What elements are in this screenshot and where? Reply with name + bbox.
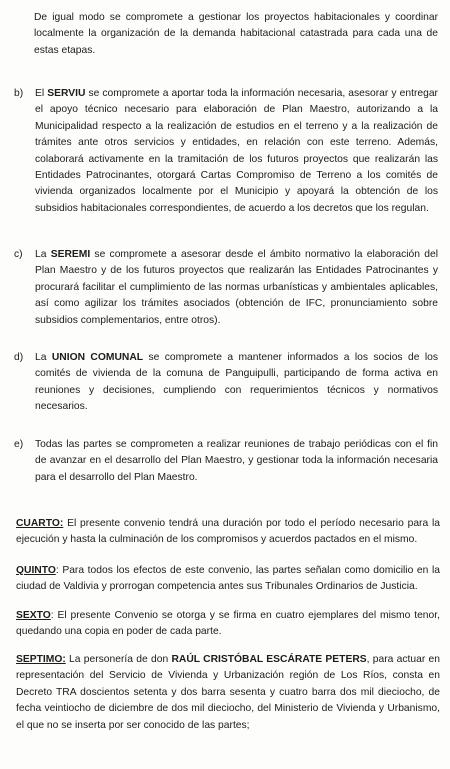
intro-paragraph: De igual modo se compromete a gestionar los proyectos habitacionales y coordinar localmente la organización de la demanda habitacional catastrada para cada una de estas etapas. [34, 12, 438, 56]
list-item-b [14, 86, 440, 217]
list-marker: d) [14, 352, 24, 363]
list-item-e [14, 437, 440, 486]
list-item-text: La SEREMI se compromete a asesorar desde el ámbito normativo la elaboración del Plan Maestro y de los futuros proyectos que realizarán las Entidades Patrocinantes y procurará facilitar el cumplimiento de las normas urbanísticas y ambientales aplicables, así como agilizar los trámites asociados (obtención de IFC, pronunciamiento sobre subsidios complementarios, entre otros). [35, 249, 438, 326]
clause-heading: SEPTIMO: [16, 654, 66, 665]
clause-cuarto: CUARTO: El presente convenio tendrá una duración por todo el período necesario para la ejecución y hasta la culminación de los compromisos y acuerdos pactados en el mismo. [16, 518, 440, 546]
clause-septimo: SEPTIMO: La personería de don RAÚL CRISTÓBAL ESCÁRATE PETERS, para actuar en representación del Servicio de Vivienda y Urbanización región de Los Ríos, consta en Decreto TRA doscientos setenta y dos barra sesenta y cuatro barra dos mil dieciocho, de fecha veintiocho de diciembre de dos mil dieciocho, del Ministerio de Vivienda y Urbanismo, el que no se inserta por ser conocido de las partes; [16, 654, 440, 731]
clause-heading: SEXTO [16, 610, 51, 621]
list-item-c [14, 247, 440, 329]
clause-quinto: QUINTO: Para todos los efectos de este convenio, las partes señalan como domicilio en la ciudad de Valdivia y prorrogan competencia antes sus Tribunales Ordinarios de Justicia. [16, 565, 440, 593]
list-item-text: El SERVIU se compromete a aportar toda la información necesaria, asesorar y entregar el apoyo técnico necesario para elaboración de Plan Maestro, autorizando a la Municipalidad respecto a la realización de estudios en el terreno y a la realización de trámites ante otros servicios y entidades, en relación con este terreno. Además, colaborará activamente en la tramitación de los futuros proyectos que realizarán las Entidades Patrocinantes, otorgará Cartas Compromiso de Terreno a los comités de vivienda organizados localmente por el Municipio y apoyará la obtención de los subsidios habitacionales correspondientes, de acuerdo a los decretos que los regulan. [35, 88, 438, 214]
list-marker: c) [14, 249, 23, 260]
list-item-text: Todas las partes se comprometen a realizar reuniones de trabajo periódicas con el fin de avanzar en el desarrollo del Plan Maestro, y gestionar toda la información necesaria para el desarrollo del Plan Maestro. [35, 439, 438, 483]
list-item-text: La UNION COMUNAL se compromete a mantener informados a los socios de los comités de vivienda de la comuna de Panguipulli, participando de forma activa en reuniones y decisiones, cumpliendo con requerimientos técnicos y normativos necesarios. [35, 352, 438, 413]
clause-heading: CUARTO: [16, 518, 64, 529]
list-item-d [14, 350, 440, 416]
list-marker: b) [14, 88, 24, 99]
list-marker: e) [14, 439, 24, 450]
entity-name: UNION COMUNAL [51, 352, 144, 363]
entity-name: SERVIU [47, 88, 86, 99]
clause-heading: QUINTO [16, 565, 56, 576]
entity-name: SEREMI [50, 249, 91, 260]
clause-sexto: SEXTO: El presente Convenio se otorga y se firma en cuatro ejemplares del mismo tenor, quedando una copia en poder de cada parte. [16, 610, 440, 638]
person-name: RAÚL CRISTÓBAL ESCÁRATE PETERS [171, 654, 367, 665]
